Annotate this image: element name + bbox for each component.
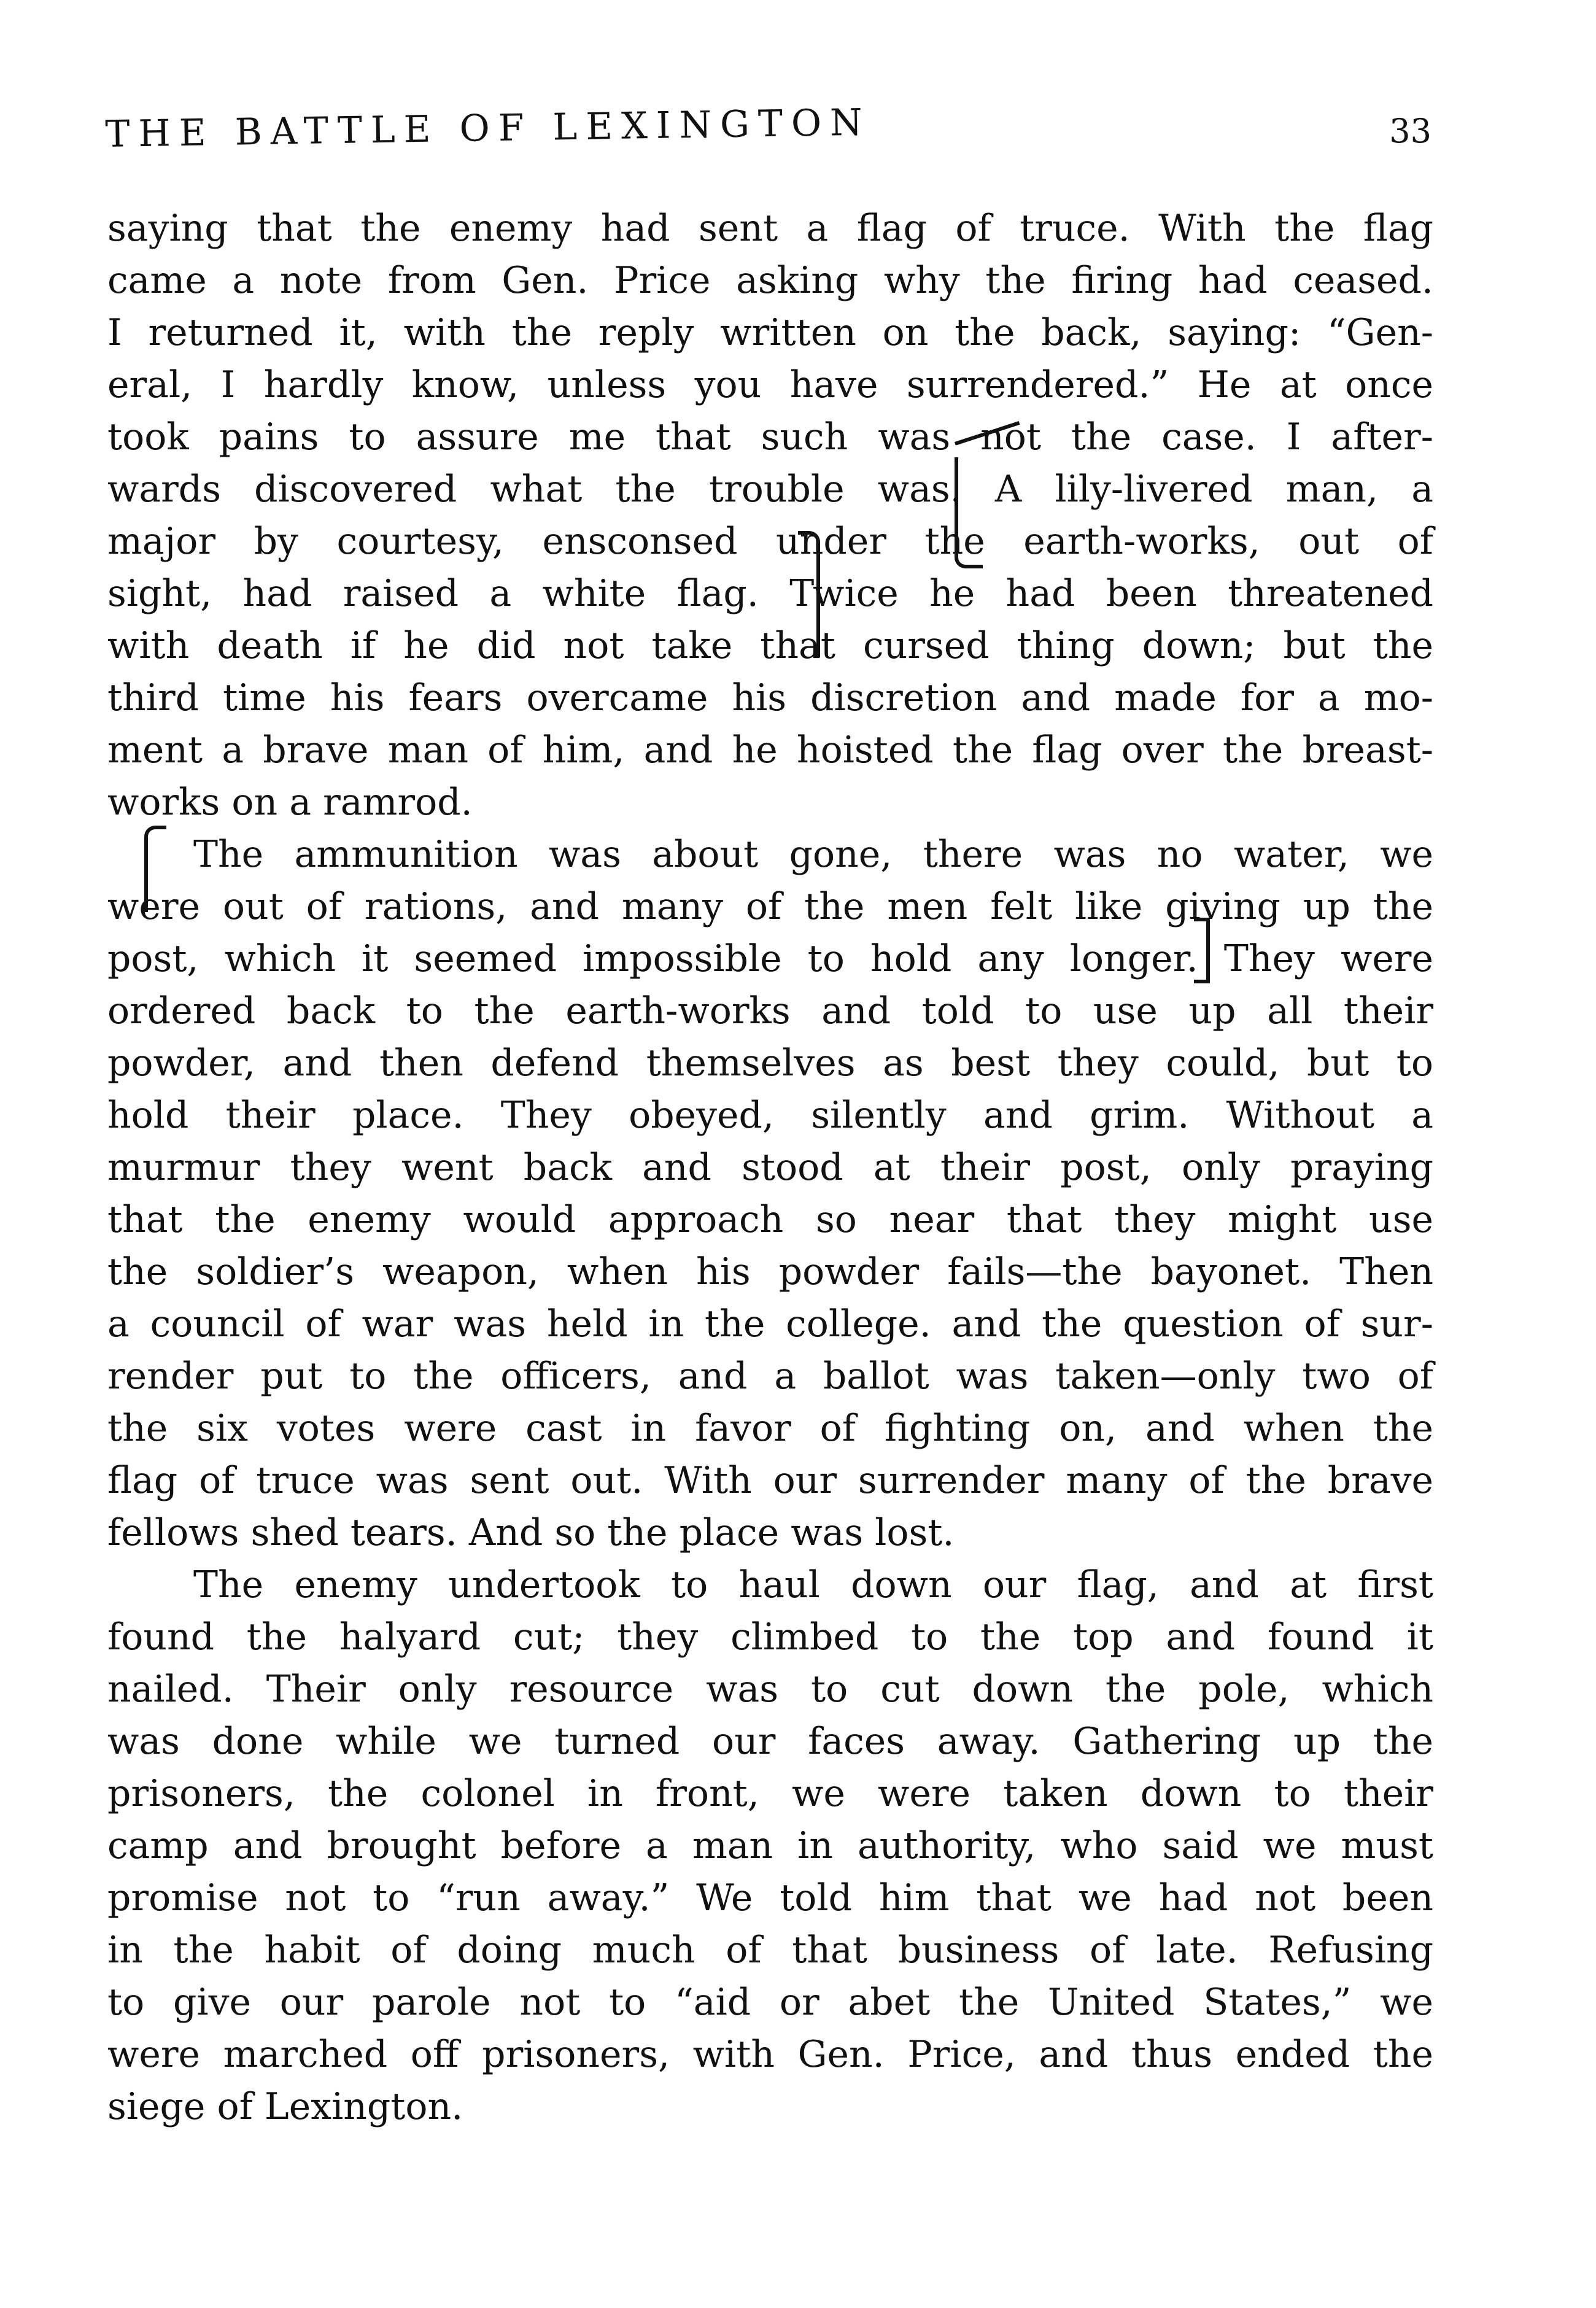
paragraph-start-line: The enemy undertook to haul down our flag, and at first — [193, 1563, 1433, 1606]
text-line: the six votes were cast in favor of fighting on, and when the — [107, 1407, 1433, 1450]
text-line: flag of truce was sent out. With our surrender many of the brave — [107, 1459, 1433, 1502]
page-number: 33 — [1389, 112, 1431, 150]
text-line: found the halyard cut; they climbed to the top and found it — [107, 1616, 1433, 1659]
text-line: ment a brave man of him, and he hoisted the flag over the breast- — [107, 729, 1433, 772]
body-text — [107, 203, 1433, 2133]
text-line: eral, I hardly know, unless you have surrendered.” He at once — [107, 363, 1433, 406]
text-line: were marched off prisoners, with Gen. Price, and thus ended the — [107, 2033, 1433, 2076]
text-line: came a note from Gen. Price asking why the firing had ceased. — [107, 259, 1433, 302]
paragraph-start-line: The ammunition was about gone, there was no water, we — [193, 833, 1433, 876]
text-line: I returned it, with the reply written on the back, saying: “Gen- — [107, 311, 1433, 354]
text-line: promise not to “run away.” We told him that we had not been — [107, 1876, 1433, 1919]
text-line: hold their place. They obeyed, silently and grim. Without a — [107, 1094, 1433, 1137]
paragraph-end-line: works on a ramrod. — [107, 781, 473, 824]
text-line: was done while we turned our faces away. Gathering up the — [107, 1720, 1433, 1763]
text-line: murmur they went back and stood at their post, only praying — [107, 1146, 1433, 1189]
text-line: nailed. Their only resource was to cut down the pole, which — [107, 1668, 1433, 1711]
text-line: sight, had raised a white flag. Twice he had been threatened — [107, 572, 1433, 615]
text-line: prisoners, the colonel in front, we were taken down to their — [107, 1772, 1433, 1815]
text-line: to give our parole not to “aid or abet the United States,” we — [107, 1981, 1433, 2024]
text-line: were out of rations, and many of the men felt like giving up the — [107, 885, 1433, 928]
text-line: powder, and then defend themselves as best they could, but to — [107, 1042, 1433, 1085]
text-line: with death if he did not take that cursed thing down; but the — [107, 624, 1433, 667]
text-line: third time his fears overcame his discretion and made for a mo- — [107, 676, 1433, 719]
running-title: THE BATTLE OF LEXINGTON — [104, 101, 872, 156]
text-line: took pains to assure me that such was not the case. I after- — [107, 416, 1433, 459]
text-line: a council of war was held in the college. and the question of sur- — [107, 1303, 1433, 1346]
text-line: render put to the officers, and a ballot was taken—only two of — [107, 1355, 1433, 1398]
paragraph-end-line: siege of Lexington. — [107, 2085, 463, 2128]
text-line: ordered back to the earth-works and told to use up all their — [107, 989, 1433, 1032]
text-line: wards discovered what the trouble was. A lily-livered man, a — [107, 468, 1433, 511]
text-line: post, which it seemed impossible to hold any longer. They were — [107, 937, 1433, 980]
text-line: that the enemy would approach so near that they might use — [107, 1198, 1433, 1241]
text-line: major by courtesy, ensconsed under the earth-works, out of — [107, 520, 1433, 563]
text-line: camp and brought before a man in authority, who said we must — [107, 1824, 1433, 1867]
text-line: saying that the enemy had sent a flag of truce. With the flag — [107, 207, 1433, 250]
running-head — [104, 101, 1431, 165]
paragraph-end-line: fellows shed tears. And so the place was lost. — [107, 1511, 955, 1554]
text-line: in the habit of doing much of that business of late. Refusing — [107, 1929, 1433, 1972]
text-line: the soldier’s weapon, when his powder fails—the bayonet. Then — [107, 1250, 1433, 1293]
